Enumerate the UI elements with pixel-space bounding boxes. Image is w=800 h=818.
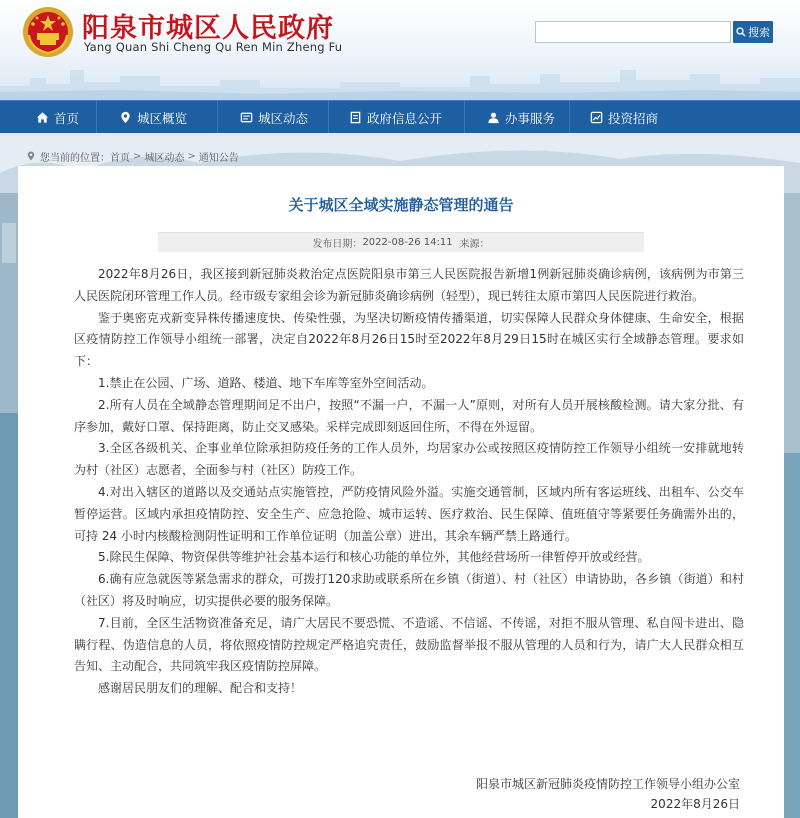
article-body — [74, 264, 744, 700]
nav-item-news[interactable] — [218, 101, 328, 134]
breadcrumb-link-news[interactable]: 城区动态 — [144, 152, 185, 164]
source-label: 来源： — [459, 239, 490, 250]
breadcrumb-link-notices[interactable]: 通知公告 — [198, 152, 239, 164]
nav-item-home[interactable] — [0, 101, 96, 134]
breadcrumb-separator: > — [187, 150, 196, 162]
nav-item-info-disclosure[interactable] — [329, 101, 464, 134]
paragraph: 1.禁止在公园、广场、道路、楼道、地下车库等室外空间活动。 — [98, 375, 434, 390]
nav-item-label: 城区动态 — [258, 110, 309, 126]
paragraph: 6.确有应急就医等紧急需求的群众，可拨打120求助或联系所在乡镇（街道）、村（社区）申请协助，各乡镇（街道）和村（社区）将及时响应，切实提供必要的服务保障。 — [74, 572, 744, 608]
main-nav — [0, 100, 800, 133]
breadcrumb-link-home[interactable]: 首页 — [110, 152, 130, 164]
paragraph: 2.所有人员在全域静态管理期间足不出户，按照“不漏一户，不漏一人”原则，对所有人员开展核酸检测。请大家分批、有序参加，戴好口罩、保持距离，防止交叉感染。采样完成即刻返回住所，不得在外逗留。 — [74, 397, 744, 434]
nav-item-overview[interactable] — [97, 101, 217, 134]
site-subtitle: Yang Quan Shi Cheng Qu Ren Min Zheng Fu — [84, 40, 343, 54]
news-icon — [240, 111, 253, 124]
publish-date-label: 发布日期： — [312, 239, 363, 250]
paragraph: 鉴于奥密克戎新变异株传播速度快、传染性强，为坚决切断疫情传播渠道，切实保障人民群众身体健康、生命安全，根据区疫情防控工作领导小组统一部署，决定自2022年8月26日15时至2022年8月29日15时在城区实行全域静态管理。要求如下： — [74, 310, 744, 369]
service-icon — [487, 111, 500, 124]
search-input[interactable] — [536, 24, 730, 44]
breadcrumb-separator: > — [133, 150, 142, 162]
paragraph: 7.目前，全区生活物资准备充足，请广大居民不要恐慌、不造谣、不信谣、不传谣，对拒不服从管理、私自闯卡进出、隐瞒行程、伪造信息的人员，将依照疫情防控规定严格追究责任，鼓励监督举报不服从管理的人员和行为，请广大人民群众相互告知、主动配合，共同筑牢我区疫情防控屏障。 — [74, 615, 744, 674]
site-title: 阳泉市城区人民政府 — [82, 13, 334, 44]
location-pin-icon — [119, 111, 132, 124]
article-meta — [158, 232, 644, 252]
document-icon — [349, 111, 362, 124]
paragraph: 4.对出入辖区的道路以及交通站点实施管控，严防疫情风险外溢。实施交通管制，区域内所有客运班线、出租车、公交车暂停运营。区域内承担疫情防控、安全生产、应急抢险、城市运转、医疗救治、民生保障、值班值守等紧要任务确需外出的，可持 24 小时内核酸检测阴性证明和工作单位证明（加盖公章）进出，其余车辆严禁上路通行。 — [74, 484, 744, 543]
publish-date: 2022-08-26 14:11 — [362, 237, 453, 248]
article-panel — [18, 166, 784, 818]
nav-item-label: 城区概览 — [137, 110, 188, 126]
article-signature-block — [476, 774, 740, 814]
national-emblem-logo — [21, 5, 75, 59]
location-icon — [26, 151, 36, 161]
paragraph: 3.全区各级机关、企事业单位除承担防疫任务的工作人员外，均居家办公或按照区疫情防控工作领导小组统一安排就地转为村（社区）志愿者，全面参与村（社区）防疫工作。 — [74, 441, 744, 478]
search-button-label: 搜索 — [748, 26, 770, 39]
nav-item-label: 政府信息公开 — [367, 110, 443, 126]
nav-item-investment[interactable] — [570, 101, 700, 134]
issuing-office: 阳泉市城区新冠肺炎疫情防控工作领导小组办公室 — [475, 777, 740, 791]
search-button[interactable] — [733, 21, 773, 43]
paragraph: 5.除民生保障、物资保供等维护社会基本运行和核心功能的单位外，其他经营场所一律暂停开放或经营。 — [98, 550, 650, 565]
paragraph: 2022年8月26日，我区接到新冠肺炎救治定点医院阳泉市第三人民医院报告新增1例新冠肺炎确诊病例，该病例为市第三人民医院闭环管理工作人员。经市级专家组会诊为新冠肺炎确诊病例（轻型），现已转往太原市第四人民医院进行救治。 — [74, 267, 744, 303]
investment-icon — [590, 111, 603, 124]
home-icon — [36, 111, 49, 124]
search-box — [535, 21, 731, 43]
sign-date: 2022年8月26日 — [650, 797, 740, 811]
breadcrumb-prefix: 您当前的位置： — [40, 152, 110, 164]
nav-item-label: 办事服务 — [505, 110, 556, 126]
article-title: 关于城区全域实施静态管理的通告 — [288, 196, 514, 214]
paragraph: 感谢居民朋友们的理解、配合和支持！ — [98, 681, 303, 696]
search-icon — [736, 27, 746, 37]
nav-item-label: 投资招商 — [608, 110, 659, 126]
nav-item-label: 首页 — [54, 110, 80, 126]
breadcrumb — [18, 145, 784, 167]
nav-item-services[interactable] — [465, 101, 569, 134]
site-header — [0, 0, 800, 100]
